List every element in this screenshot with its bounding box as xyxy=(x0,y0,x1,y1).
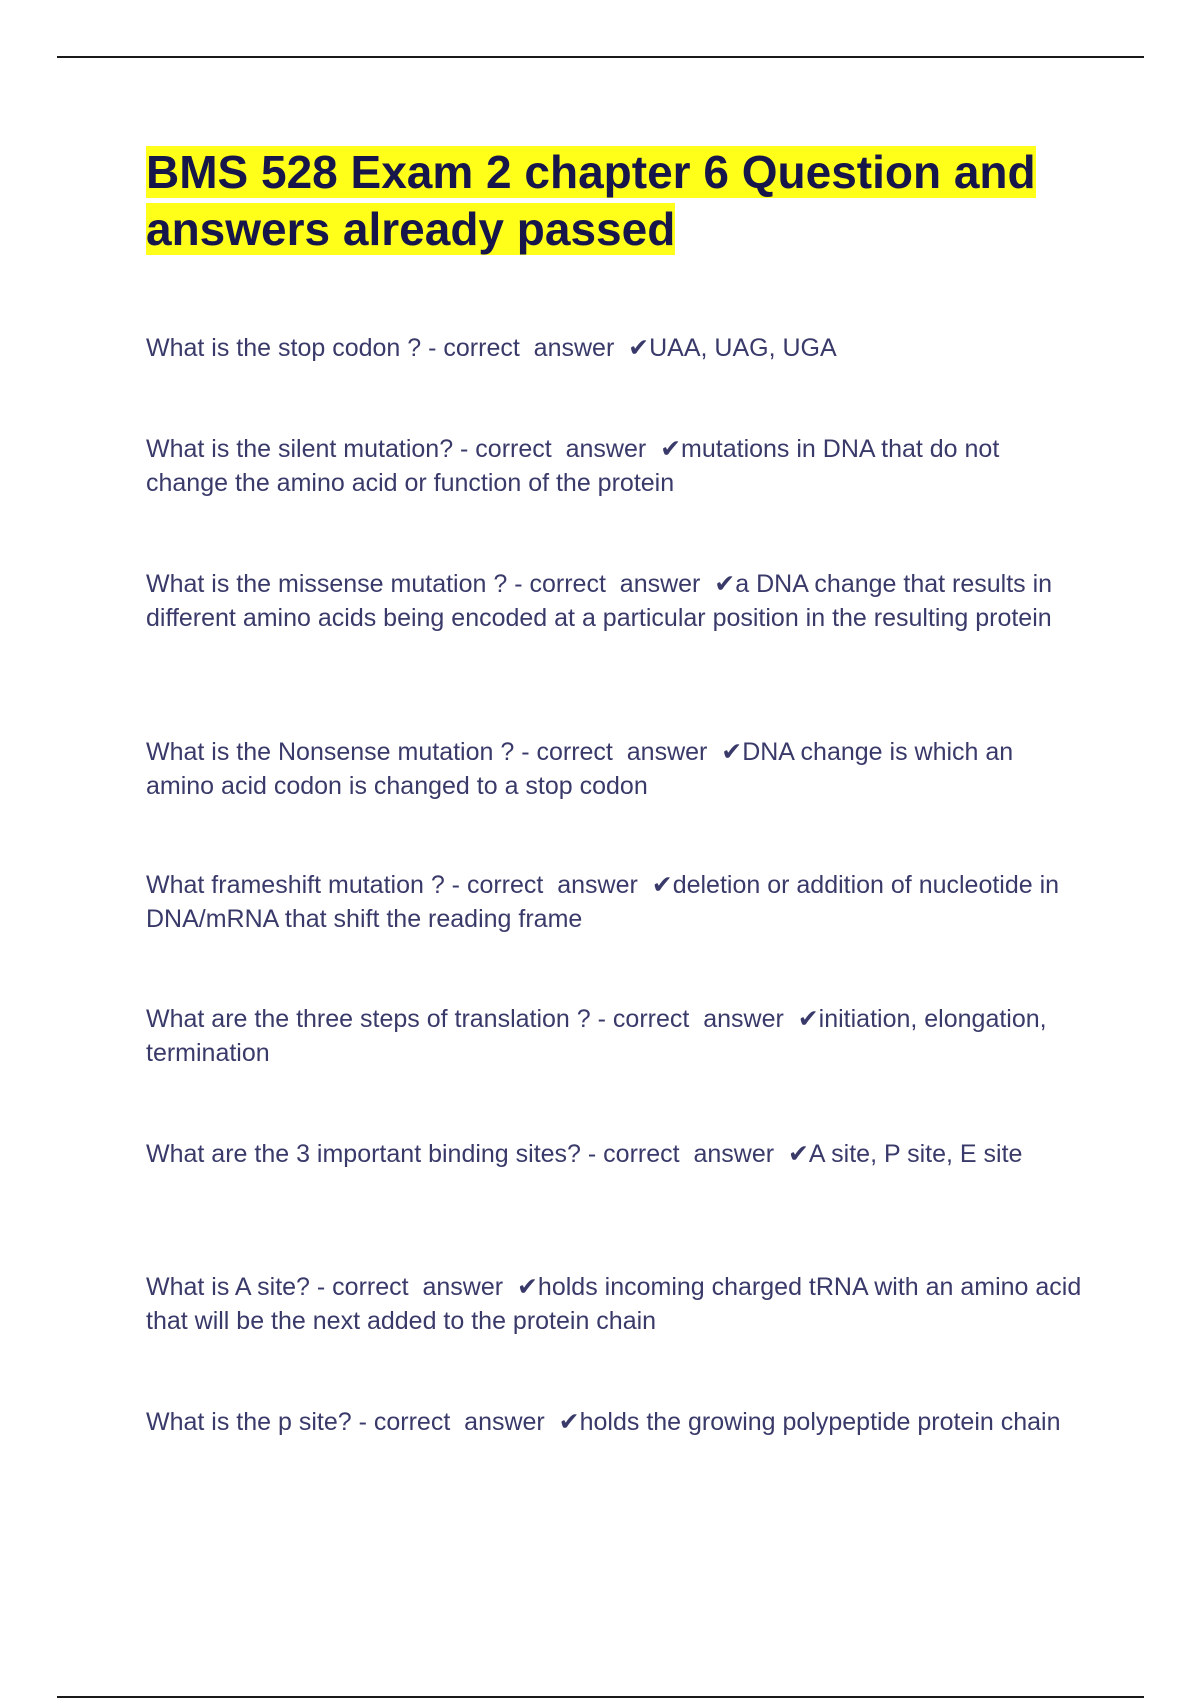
qa-item xyxy=(146,567,1086,635)
answer-separator: - correct answer xyxy=(507,570,715,598)
document-body xyxy=(146,144,1086,1436)
answer-text: holds incoming charged tRNA with an amino acid that will be the next added to the protein chain xyxy=(146,1273,1082,1335)
checkmark-icon: ✔ xyxy=(516,1273,538,1301)
qa-item xyxy=(146,331,1086,365)
qa-item xyxy=(146,1002,1086,1070)
qa-item xyxy=(146,432,1086,500)
answer-text: mutations in DNA that do not change the amino acid or function of the protein xyxy=(146,435,1000,497)
question-text: What is the Nonsense mutation ? xyxy=(146,738,515,766)
question-text: What is the p site? xyxy=(146,1408,352,1436)
answer-text: holds the growing polypeptide protein chain xyxy=(579,1408,1061,1436)
bottom-rule xyxy=(57,1696,1144,1698)
qa-item xyxy=(146,735,1086,803)
answer-separator: - correct answer xyxy=(580,1140,788,1168)
answer-separator: - correct answer xyxy=(351,1408,559,1436)
question-text: What is A site? xyxy=(146,1273,310,1301)
answer-separator: - correct answer xyxy=(453,435,661,463)
answer-text: DNA change is which an amino acid codon is changed to a stop codon xyxy=(146,738,1014,800)
qa-item xyxy=(146,1270,1086,1338)
title-highlight: BMS 528 Exam 2 chapter 6 Question and answers already passed xyxy=(146,146,1036,255)
question-text: What is the silent mutation? xyxy=(146,435,454,463)
question-text: What are the 3 important binding sites? xyxy=(146,1140,581,1168)
document-title xyxy=(146,144,1086,258)
qa-item xyxy=(146,1137,1086,1171)
answer-text: deletion or addition of nucleotide in DNA/mRNA that shift the reading frame xyxy=(146,871,1060,933)
question-text: What are the three steps of translation ? xyxy=(146,1005,591,1033)
answer-separator: - correct answer xyxy=(309,1273,517,1301)
checkmark-icon: ✔ xyxy=(651,871,673,899)
qa-item xyxy=(146,868,1086,936)
answer-separator: - correct answer xyxy=(590,1005,798,1033)
question-text: What is the missense mutation ? xyxy=(146,570,508,598)
answer-separator: - correct answer xyxy=(444,871,652,899)
question-text: What is the stop codon ? xyxy=(146,334,422,362)
answer-text: initiation, elongation, termination xyxy=(146,1005,1047,1067)
answer-text: a DNA change that results in different amino acids being encoded at a particular position in the resulting protein xyxy=(146,570,1053,632)
qa-item xyxy=(146,1405,1086,1439)
checkmark-icon: ✔ xyxy=(660,435,682,463)
checkmark-icon: ✔ xyxy=(714,570,736,598)
answer-separator: - correct answer xyxy=(514,738,722,766)
checkmark-icon: ✔ xyxy=(797,1005,819,1033)
checkmark-icon: ✔ xyxy=(628,334,650,362)
checkmark-icon: ✔ xyxy=(558,1408,580,1436)
answer-separator: - correct answer xyxy=(421,334,629,362)
answer-text: UAA, UAG, UGA xyxy=(649,334,837,362)
question-text: What frameshift mutation ? xyxy=(146,871,445,899)
top-rule xyxy=(57,56,1144,58)
checkmark-icon: ✔ xyxy=(721,738,743,766)
checkmark-icon: ✔ xyxy=(787,1140,809,1168)
answer-text: A site, P site, E site xyxy=(808,1140,1023,1168)
